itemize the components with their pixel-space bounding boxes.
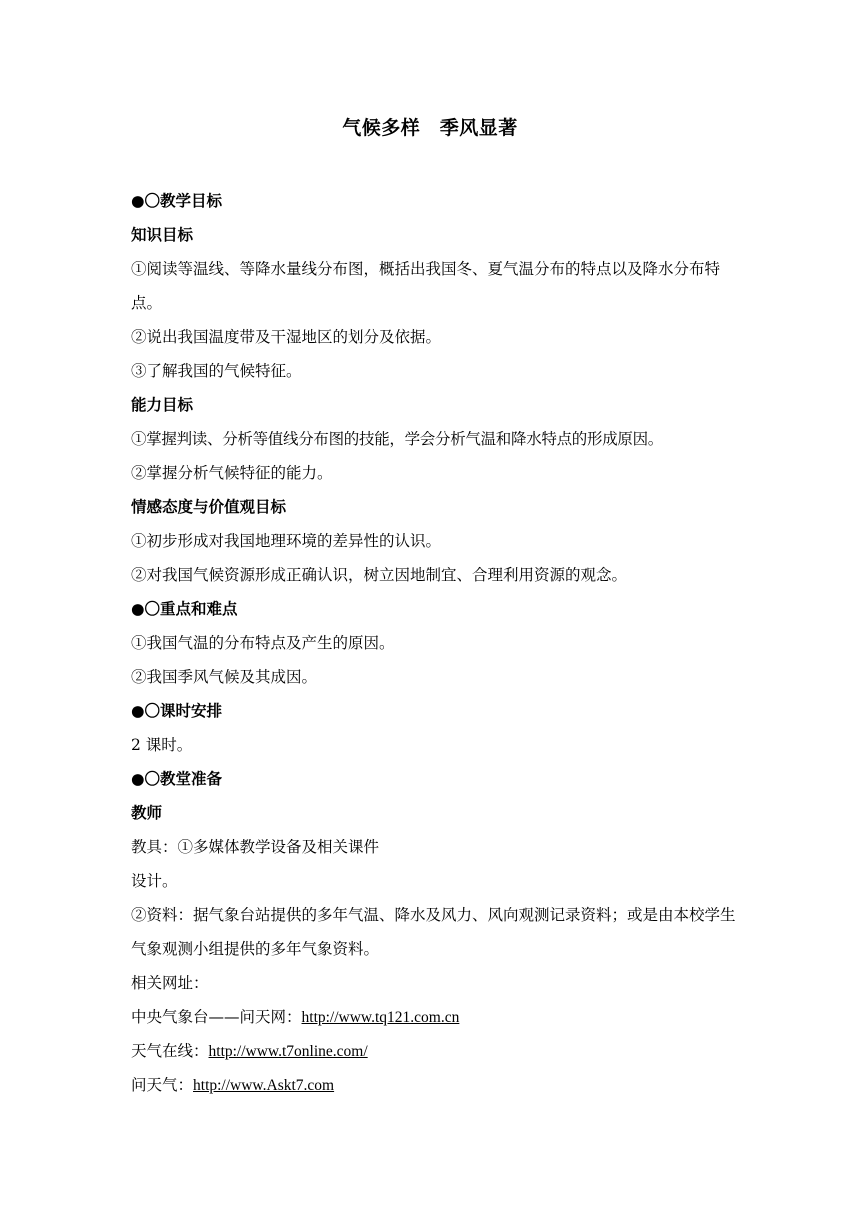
- link-2-url[interactable]: http://www.t7online.com/: [208, 1043, 368, 1060]
- link-2-label: 天气在线：: [131, 1042, 209, 1060]
- link-row-1: [131, 1000, 741, 1034]
- link-row-2: [131, 1034, 741, 1068]
- tools-continuation: 设计。: [131, 872, 178, 890]
- key-item-1: ①我国气温的分布特点及产生的原因。: [131, 634, 395, 652]
- link-3-label: 问天气：: [131, 1076, 194, 1094]
- knowledge-item-1: ①阅读等温线、等降水量线分布图，概括出我国冬、夏气温分布的特点以及降水分布特点。: [131, 260, 721, 312]
- teacher-heading: 教师: [131, 804, 163, 822]
- key-heading: ●〇重点和难点: [131, 600, 238, 618]
- link-3-url[interactable]: http://www.Askt7.com: [193, 1077, 335, 1094]
- ability-heading: 能力目标: [131, 396, 194, 414]
- prep-heading: ●〇教堂准备: [131, 770, 223, 788]
- knowledge-item-2: ②说出我国温度带及干湿地区的划分及依据。: [131, 328, 442, 346]
- link-row-3: [131, 1068, 741, 1102]
- materials-text: ②资料：据气象台站提供的多年气温、降水及风力、风向观测记录资料；或是由本校学生气象观测小组提供的多年气象资料。: [131, 906, 736, 958]
- links-heading: 相关网址：: [131, 974, 209, 992]
- emotion-item-1: ①初步形成对我国地理环境的差异性的认识。: [131, 532, 442, 550]
- link-1-label: 中央气象台——问天网：: [131, 1008, 302, 1026]
- emotion-item-2: ②对我国气候资源形成正确认识，树立因地制宜、合理利用资源的观念。: [131, 566, 628, 584]
- schedule-heading: ●〇课时安排: [131, 702, 223, 720]
- objectives-heading: ●〇教学目标: [131, 192, 223, 210]
- knowledge-heading: 知识目标: [131, 226, 194, 244]
- document-title: 气候多样 季风显著: [342, 117, 518, 139]
- key-item-2: ②我国季风气候及其成因。: [131, 668, 318, 686]
- emotion-heading: 情感态度与价值观目标: [131, 498, 287, 516]
- document-body: [131, 184, 741, 1102]
- knowledge-item-3: ③了解我国的气候特征。: [131, 362, 302, 380]
- ability-item-2: ②掌握分析气候特征的能力。: [131, 464, 333, 482]
- schedule-text: 2 课时。: [131, 736, 193, 754]
- link-1-url[interactable]: http://www.tq121.com.cn: [301, 1009, 460, 1026]
- ability-item-1: ①掌握判读、分析等值线分布图的技能，学会分析气温和降水特点的形成原因。: [131, 430, 664, 448]
- tools-line: 教具：①多媒体教学设备及相关课件: [131, 838, 380, 856]
